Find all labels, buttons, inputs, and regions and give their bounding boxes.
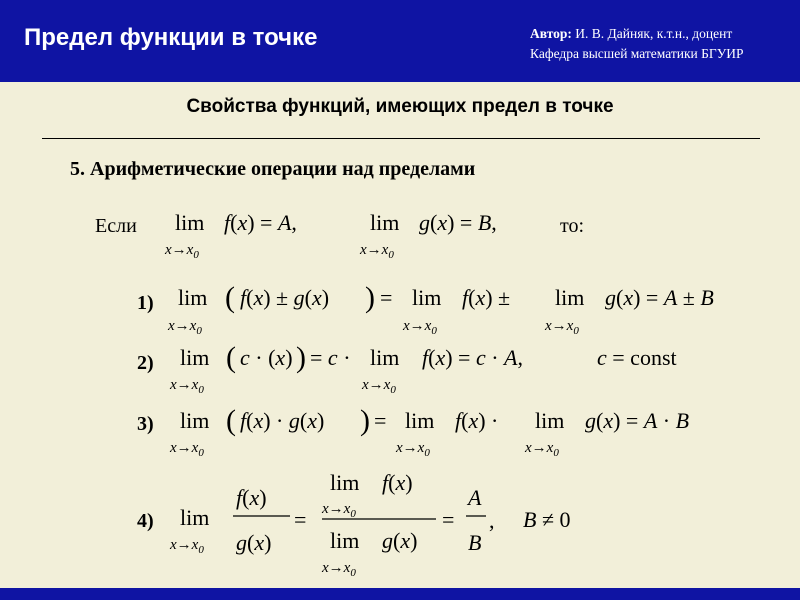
svg-text:lim: lim (330, 470, 360, 495)
svg-text:x→x0: $x\to x_0$ (545, 318, 579, 337)
svg-text:f(x) · g(x): f(x) · g(x) (240, 408, 325, 433)
svg-text:(: ( (225, 281, 235, 314)
svg-text:f(x): f(x) (382, 470, 413, 495)
svg-text:,: , (489, 508, 495, 533)
formula-product (169, 404, 689, 459)
formula-sum (167, 281, 714, 337)
slide-subtitle: Свойства функций, имеющих предел в точке (186, 96, 614, 117)
footer-bar (0, 588, 800, 600)
svg-text:(: ( (226, 341, 236, 374)
svg-text:x→x0: $x\to x_0$ (322, 560, 356, 579)
svg-text:g(x): g(x) (382, 528, 418, 553)
svg-text:c = const: c = const (597, 345, 677, 370)
svg-text:x→x0: $x\to x_0$ (170, 377, 204, 396)
svg-text:g(x) = B,: g(x) = B, (419, 210, 497, 235)
item-number-4: 4) (137, 510, 154, 532)
svg-text:lim: lim (178, 285, 208, 310)
svg-text:B ≠ 0: B ≠ 0 (523, 507, 571, 532)
svg-text:=: = (442, 507, 455, 532)
svg-text:x→x0: $x\to x_0$ (165, 242, 199, 261)
svg-text:lim: lim (180, 505, 210, 530)
slide-title: Предел функции в точке (24, 24, 318, 51)
svg-text:f(x) ·: f(x) · (455, 408, 499, 433)
svg-text:lim: lim (370, 210, 400, 235)
svg-text:lim: lim (412, 285, 442, 310)
svg-text:g(x) = A ± B: g(x) = A ± B (605, 285, 714, 310)
svg-text:= c ·: = c · (310, 345, 351, 370)
svg-text:x→x0: $x\to x_0$ (360, 242, 394, 261)
svg-text:B: B (468, 530, 482, 555)
svg-text:): ) (360, 404, 370, 437)
department: Кафедра высшей математики БГУИР (530, 46, 744, 61)
svg-text:=: = (374, 408, 387, 433)
svg-text:x→x0: $x\to x_0$ (403, 318, 437, 337)
item-number-3: 3) (137, 413, 154, 435)
svg-text:lim: lim (535, 408, 565, 433)
author-label: Автор: (530, 26, 572, 41)
svg-text:=: = (294, 507, 307, 532)
svg-text:(: ( (226, 404, 236, 437)
svg-text:): ) (296, 341, 306, 374)
svg-text:x→x0: $x\to x_0$ (170, 537, 204, 556)
svg-text:c · (x): c · (x) (240, 345, 293, 370)
section-heading: 5. Арифметические операции над пределами (70, 158, 476, 180)
condition-formula (164, 210, 497, 261)
svg-text:x→x0: $x\to x_0$ (396, 440, 430, 459)
svg-text:=: = (380, 285, 393, 310)
svg-text:g(x) = A · B: g(x) = A · B (585, 408, 690, 433)
svg-text:lim: lim (555, 285, 585, 310)
svg-text:f(x) ±: f(x) ± (462, 285, 511, 310)
then-word: то: (560, 215, 585, 237)
svg-text:lim: lim (370, 345, 400, 370)
svg-text:f(x) ± g(x): f(x) ± g(x) (240, 285, 330, 310)
svg-text:lim: lim (175, 210, 205, 235)
svg-text:x→x0: $x\to x_0$ (170, 440, 204, 459)
svg-text:x→x0: $x\to x_0$ (168, 318, 202, 337)
item-number-2: 2) (137, 352, 154, 374)
formula-quotient (169, 470, 571, 579)
svg-text:x→x0: $x\to x_0$ (525, 440, 559, 459)
item-number-1: 1) (137, 292, 154, 314)
svg-text:): ) (365, 281, 375, 314)
svg-text:lim: lim (180, 345, 210, 370)
svg-text:x→x0: $x\to x_0$ (362, 377, 396, 396)
svg-text:f(x) = A,: f(x) = A, (224, 210, 297, 235)
svg-text:lim: lim (330, 528, 360, 553)
svg-text:lim: lim (405, 408, 435, 433)
svg-text:x→x0: $x\to x_0$ (322, 501, 356, 520)
if-word: Если (95, 215, 137, 237)
svg-text:f(x) = c · A,: f(x) = c · A, (422, 345, 523, 370)
svg-text:A: A (468, 485, 482, 510)
svg-text:g(x): g(x) (236, 530, 272, 555)
svg-text:f(x): f(x) (236, 485, 267, 510)
formula-constant (169, 341, 677, 396)
author-name: И. В. Дайняк, к.т.н., доцент (575, 26, 733, 41)
svg-text:lim: lim (180, 408, 210, 433)
